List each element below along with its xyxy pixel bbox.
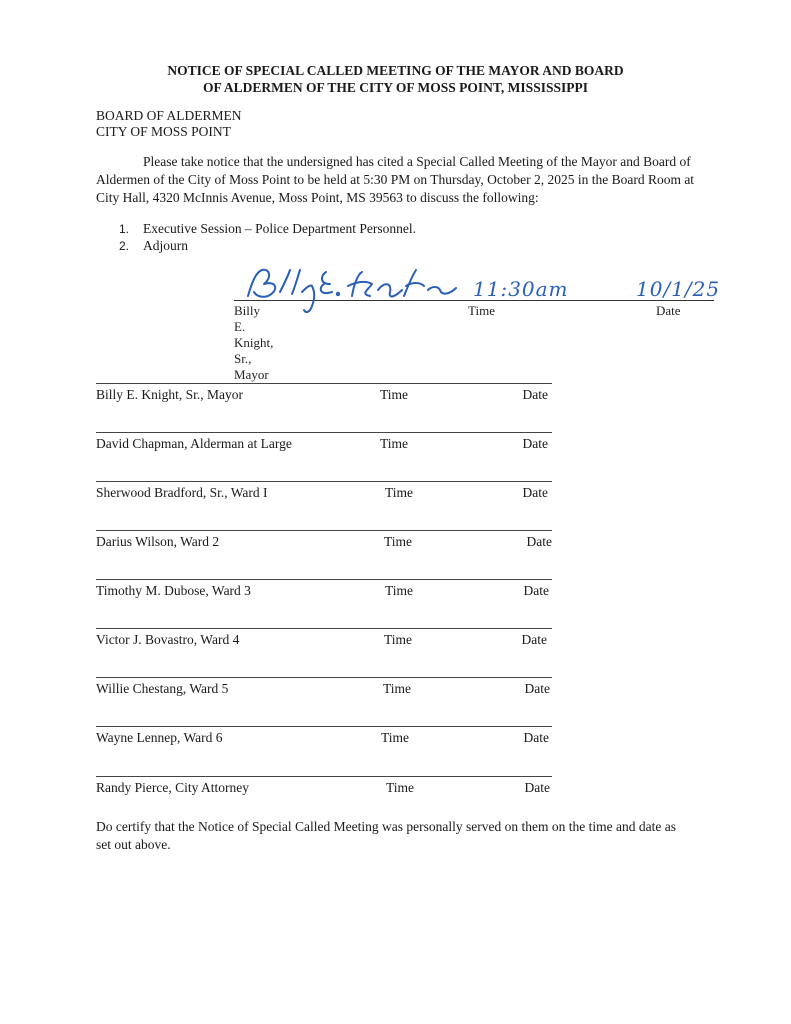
notice-paragraph: Please take notice that the undersigned has cited a Special Called Meeting of the Mayor and Board of Aldermen of the City of Moss Point to be held at 5:30 PM on Thursday, October 2, 2025 in the Board Room at City Hall, 4320 McInnis Avenue, Moss Point, MS 39563 to discuss the following: (96, 154, 695, 205)
service-row (96, 481, 552, 511)
signature-line (96, 776, 552, 777)
agenda-item-text: Adjourn (143, 238, 188, 253)
service-row (96, 628, 552, 658)
date-label: Date (522, 436, 548, 451)
signature-line (96, 481, 552, 482)
official-name: Randy Pierce, City Attorney (96, 780, 249, 795)
official-name: Wayne Lennep, Ward 6 (96, 730, 223, 745)
time-label: Time (384, 534, 413, 549)
service-row (96, 579, 552, 609)
time-label: Time (380, 387, 409, 402)
signature-line (96, 677, 552, 678)
agenda-item-number: 1. (119, 222, 130, 236)
signature-line (96, 628, 552, 629)
time-label: Time (383, 681, 412, 696)
date-label: Date (522, 387, 548, 402)
signature-line (96, 579, 552, 580)
official-name: Billy E. Knight, Sr., Mayor (96, 387, 244, 402)
notice-title-line-2: OF ALDERMEN OF THE CITY OF MOSS POINT, MISSISSIPPI (203, 80, 588, 95)
addressee-line-2: CITY OF MOSS POINT (96, 124, 231, 139)
time-label: Time (381, 730, 410, 745)
service-row (96, 432, 552, 462)
service-row (96, 677, 552, 707)
service-row (96, 383, 552, 413)
date-label: Date (523, 583, 549, 598)
mayor-date-label: Date (656, 303, 681, 318)
service-row (96, 530, 552, 560)
handwritten-date: 10/1/25 (636, 277, 721, 301)
handwritten-time: 11:30am (473, 277, 569, 301)
official-name: David Chapman, Alderman at Large (96, 436, 292, 451)
time-label: Time (386, 780, 415, 795)
mayor-signer-label: Billy E. Knight, Sr., Mayor (234, 303, 274, 382)
signature-line (96, 432, 552, 433)
date-label: Date (522, 485, 548, 500)
notice-title-line-1: NOTICE OF SPECIAL CALLED MEETING OF THE MAYOR AND BOARD (167, 63, 624, 78)
official-name: Victor J. Bovastro, Ward 4 (96, 632, 240, 647)
agenda-item-number: 2. (119, 239, 130, 253)
addressee-line-1: BOARD OF ALDERMEN (96, 108, 242, 123)
service-row (96, 776, 552, 806)
official-name: Sherwood Bradford, Sr., Ward I (96, 485, 268, 500)
agenda-item-1 (119, 220, 416, 238)
agenda-item-2 (119, 237, 188, 255)
date-label: Date (521, 632, 547, 647)
official-name: Darius Wilson, Ward 2 (96, 534, 220, 549)
service-row (96, 726, 552, 756)
signature-line (96, 383, 552, 384)
time-label: Time (380, 436, 409, 451)
date-label: Date (526, 534, 552, 549)
date-label: Date (524, 681, 550, 696)
time-label: Time (384, 632, 413, 647)
official-name: Timothy M. Dubose, Ward 3 (96, 583, 251, 598)
time-label: Time (385, 485, 414, 500)
signature-line (96, 726, 552, 727)
certification-paragraph: Do certify that the Notice of Special Called Meeting was personally served on them on the time and date as set out above. (96, 819, 676, 852)
date-label: Date (523, 730, 549, 745)
mayor-time-label: Time (468, 303, 495, 318)
agenda-item-text: Executive Session – Police Department Personnel. (143, 221, 416, 236)
official-name: Willie Chestang, Ward 5 (96, 681, 229, 696)
signature-line (96, 530, 552, 531)
time-label: Time (385, 583, 414, 598)
date-label: Date (524, 780, 550, 795)
